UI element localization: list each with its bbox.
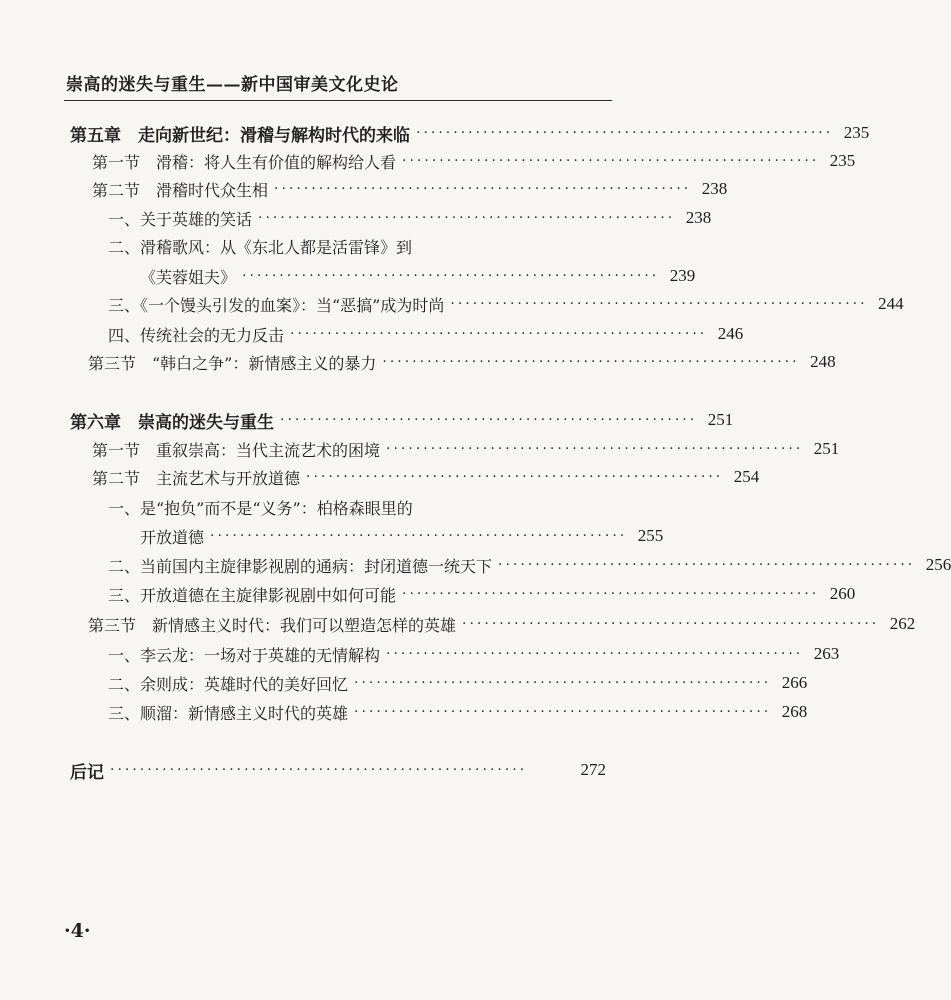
toc-page-number: 238 [685,208,712,227]
leader-dots: ························································ [402,586,820,602]
toc-entry-title: 第一节 重叙崇高：当代主流艺术的困境 [92,440,381,460]
toc-entry-subsection [108,551,951,579]
leader-dots: ························································ [274,181,692,197]
toc-entry-subsection [108,493,606,521]
toc-entry-title: 二、当前国内主旋律影视剧的通病：封闭道德一统天下 [108,556,493,576]
toc-page-number: 256 [925,555,951,574]
toc-entry-title: 三、顺溜：新情感主义时代的英雄 [108,703,349,723]
toc-page-number: 239 [669,266,696,285]
toc-page-number: 255 [637,526,664,545]
leader-dots: ························································ [416,125,834,141]
toc-entry-title: 第六章 崇高的迷失与重生 [70,412,274,433]
toc-page-number: 262 [889,614,916,633]
toc-entry-title: 三、开放道德在主旋律影视剧中如何可能 [108,585,397,605]
toc-entry-title: 一、是“抱负”而不是“义务”：柏格森眼里的 [108,498,413,518]
toc-entry-title: 第二节 滑稽时代众生相 [92,180,269,200]
toc-entry-section [92,147,856,175]
toc-entry-subsection [108,669,808,697]
toc-page-number: 263 [813,644,840,663]
leader-dots: ························································ [290,326,708,342]
toc-page-number: 248 [810,352,836,371]
toc-entry-chapter [70,406,734,434]
leader-dots: ························································ [110,762,528,778]
leader-dots: ························································ [450,296,868,312]
leader-dots: ························································ [242,268,660,284]
toc-entry-title: 二、余则成：英雄时代的美好回忆 [108,674,349,694]
leader-dots: ························································ [386,441,804,457]
toc-entry-title: 第二节 主流艺术与开放道德 [92,468,301,488]
toc-entry-title: 第三节 新情感主义时代：我们可以塑造怎样的英雄 [88,615,457,635]
toc-entry-section [92,435,840,463]
toc-entry-chapter [70,119,870,147]
toc-entry-subsection [108,232,606,260]
toc-page-number: 251 [813,439,840,458]
leader-dots: ························································ [210,528,628,544]
leader-dots: ························································ [354,675,772,691]
toc-entry-subsection [108,290,904,318]
toc-entry-title-continued: 《芙蓉姐夫》 [140,267,237,287]
toc-entry-continuation [140,522,664,550]
toc-page-number: 235 [829,151,856,170]
toc-page-number: 235 [843,123,870,142]
leader-dots: ························································ [402,153,820,169]
leader-dots: ························································ [386,646,804,662]
toc-entry-subsection [108,640,840,668]
leader-dots: ························································ [498,557,916,573]
toc-page-number: 251 [707,410,734,429]
toc-page-number: 246 [717,324,744,343]
toc-entry-title: 第一节 滑稽：将人生有价值的解构给人看 [92,152,397,172]
leader-dots: ························································ [306,469,724,485]
toc-entry-section [88,610,916,638]
toc-entry-title: 一、关于英雄的笑话 [108,209,253,229]
leader-dots: ························································ [258,210,676,226]
toc-page-number: 244 [878,294,904,313]
toc-entry-subsection [108,698,808,726]
leader-dots: ························································ [354,704,772,720]
toc-entry-section [92,463,760,491]
toc-page-number: 260 [829,584,856,603]
toc-page-number: 266 [781,673,808,692]
toc-entry-section [88,348,836,376]
toc-entry-title: 第三节 “韩白之争”：新情感主义的暴力 [88,353,377,373]
leader-dots: ························································ [280,412,698,428]
toc-entry-title: 一、李云龙：一场对于英雄的无情解构 [108,645,381,665]
leader-dots: ························································ [382,354,800,370]
toc-entry-title: 第五章 走向新世纪：滑稽与解构时代的来临 [70,125,410,146]
toc-page-number: 268 [781,702,808,721]
page-folio: ·4· [64,920,91,942]
toc-entry-continuation [140,262,696,290]
toc-page-number: 272 [580,760,606,779]
toc-entry-subsection [108,580,856,608]
toc-entry-title: 四、传统社会的无力反击 [108,325,285,345]
toc-page-number: 238 [701,179,728,198]
running-header: 崇高的迷失与重生——新中国审美文化史论 [66,75,399,95]
toc-page-number: 254 [733,467,760,486]
toc-entry-section [92,175,728,203]
toc-entry-afterword [70,756,606,784]
toc-entry-subsection [108,204,712,232]
toc-entry-title: 后记 [70,762,104,783]
toc-entry-title-continued: 开放道德 [140,527,205,547]
toc-entry-title: 三、《一个馒头引发的血案》：当“恶搞”成为时尚 [108,295,445,315]
toc-entry-subsection [108,320,744,348]
toc-entry-title: 二、滑稽歌风：从《东北人都是活雷锋》到 [108,237,413,257]
header-rule [64,100,612,101]
leader-dots: ························································ [462,616,880,632]
